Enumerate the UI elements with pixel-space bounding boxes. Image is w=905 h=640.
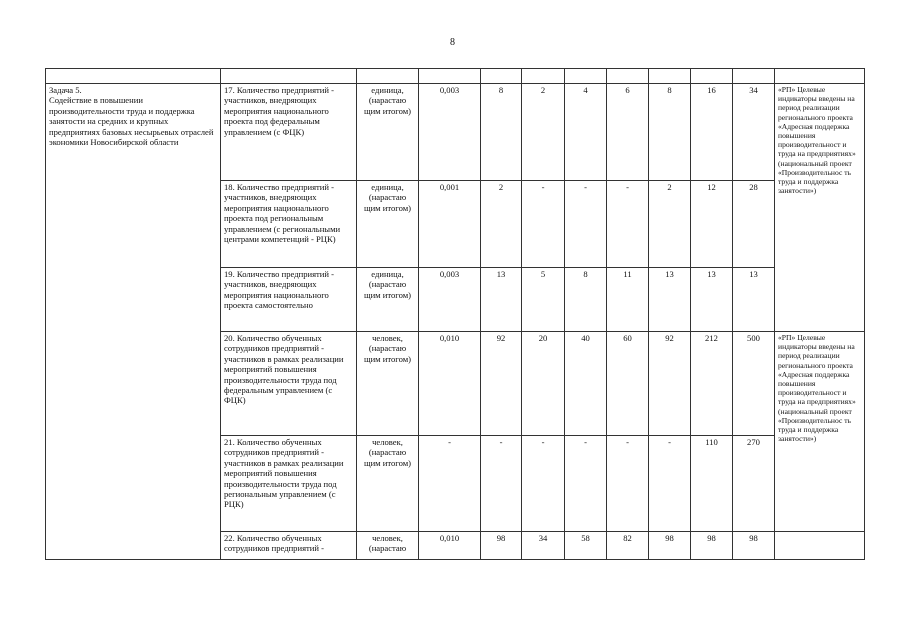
header-cell <box>46 69 221 84</box>
value-cell: 270 <box>733 436 775 532</box>
weight-cell: 0,003 <box>419 268 481 332</box>
value-cell: 13 <box>649 268 691 332</box>
value-cell: 92 <box>649 332 691 436</box>
value-cell: 98 <box>691 532 733 560</box>
unit-cell: единица, (нарастаю щим итогом) <box>357 84 419 181</box>
value-cell: 13 <box>691 268 733 332</box>
value-cell: 13 <box>733 268 775 332</box>
indicator-cell: 20. Количество обученных сотрудников предприятий - участников в рамках реализации мероприятий повышения производительности труда под федеральным управлением (с ФЦК) <box>221 332 357 436</box>
value-cell: 8 <box>649 84 691 181</box>
value-cell: 92 <box>481 332 522 436</box>
header-cell <box>565 69 607 84</box>
unit-cell: человек, (нарастаю <box>357 532 419 560</box>
header-cell <box>419 69 481 84</box>
value-cell: 12 <box>691 181 733 268</box>
value-cell: 34 <box>522 532 565 560</box>
value-cell: 212 <box>691 332 733 436</box>
note-cell: «РП» Целевые индикаторы введены на период реализации регионального проекта «Адресная поддержка повышения производительност и труда на предприятиях» (национальный проект «Производительнос ть труда и поддержка занятости») <box>775 84 865 332</box>
value-cell: 5 <box>522 268 565 332</box>
value-cell: - <box>481 436 522 532</box>
value-cell: 28 <box>733 181 775 268</box>
weight-cell: 0,010 <box>419 332 481 436</box>
value-cell: 4 <box>565 84 607 181</box>
unit-cell: человек, (нарастаю щим итогом) <box>357 436 419 532</box>
value-cell: 500 <box>733 332 775 436</box>
value-cell: 60 <box>607 332 649 436</box>
unit-cell: человек, (нарастаю щим итогом) <box>357 332 419 436</box>
value-cell: 34 <box>733 84 775 181</box>
note-cell-empty <box>775 532 865 560</box>
header-cell <box>649 69 691 84</box>
indicator-cell: 21. Количество обученных сотрудников предприятий - участников в рамках реализации мероприятий повышения производительности труда под региональным управлением (с РЦК) <box>221 436 357 532</box>
value-cell: - <box>522 436 565 532</box>
value-cell: - <box>607 436 649 532</box>
task-cell: Задача 5. Содействие в повышении производительности труда и поддержка занятости на средних и крупных предприятиях базовых несырьевых отраслей экономики Новосибирской области <box>46 84 221 560</box>
value-cell: 2 <box>649 181 691 268</box>
header-cell <box>357 69 419 84</box>
value-cell: 98 <box>481 532 522 560</box>
value-cell: 6 <box>607 84 649 181</box>
value-cell: - <box>565 436 607 532</box>
value-cell: 13 <box>481 268 522 332</box>
value-cell: 16 <box>691 84 733 181</box>
header-cell <box>691 69 733 84</box>
unit-cell: единица, (нарастаю щим итогом) <box>357 181 419 268</box>
header-cell <box>775 69 865 84</box>
value-cell: 82 <box>607 532 649 560</box>
value-cell: 98 <box>733 532 775 560</box>
value-cell: - <box>607 181 649 268</box>
value-cell: 40 <box>565 332 607 436</box>
weight-cell: 0,010 <box>419 532 481 560</box>
indicator-cell: 17. Количество предприятий - участников, внедряющих мероприятия национального проекта под федеральным управлением (с ФЦК) <box>221 84 357 181</box>
indicator-cell: 19. Количество предприятий - участников, внедряющих мероприятия национального проекта самостоятельно <box>221 268 357 332</box>
page-number: 8 <box>450 37 455 48</box>
value-cell: 11 <box>607 268 649 332</box>
value-cell: 2 <box>522 84 565 181</box>
indicator-cell: 22. Количество обученных сотрудников предприятий - <box>221 532 357 560</box>
value-cell: 8 <box>481 84 522 181</box>
header-cell <box>221 69 357 84</box>
value-cell: - <box>649 436 691 532</box>
value-cell: 58 <box>565 532 607 560</box>
weight-cell: 0,003 <box>419 84 481 181</box>
value-cell: 20 <box>522 332 565 436</box>
weight-cell: - <box>419 436 481 532</box>
value-cell: 2 <box>481 181 522 268</box>
weight-cell: 0,001 <box>419 181 481 268</box>
value-cell: 8 <box>565 268 607 332</box>
table-header-row <box>46 69 865 84</box>
value-cell: - <box>522 181 565 268</box>
unit-cell: единица, (нарастаю щим итогом) <box>357 268 419 332</box>
indicators-table <box>45 68 865 560</box>
table-row <box>46 84 865 181</box>
value-cell: 110 <box>691 436 733 532</box>
indicator-cell: 18. Количество предприятий - участников, внедряющих мероприятия национального проекта под региональным управлением (с региональными центрами компетенций - РЦК) <box>221 181 357 268</box>
header-cell <box>607 69 649 84</box>
header-cell <box>481 69 522 84</box>
header-cell <box>733 69 775 84</box>
value-cell: 98 <box>649 532 691 560</box>
header-cell <box>522 69 565 84</box>
value-cell: - <box>565 181 607 268</box>
note-cell: «РП» Целевые индикаторы введены на период реализации регионального проекта «Адресная поддержка повышения производительност и труда на предприятиях» (национальный проект «Производительнос ть труда и поддержка занятости») <box>775 332 865 532</box>
